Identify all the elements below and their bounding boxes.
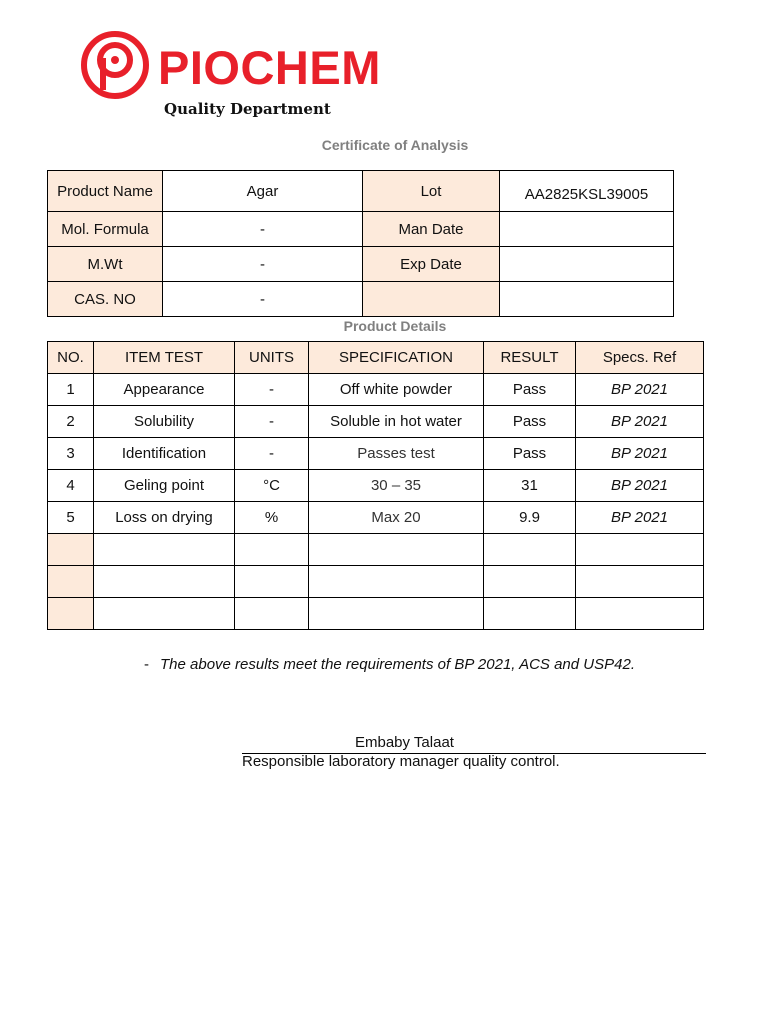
info-value — [500, 212, 674, 247]
department-title: Quality Department — [164, 100, 331, 118]
info-value — [500, 282, 674, 317]
cell-units: - — [235, 374, 309, 406]
empty-cell — [309, 598, 484, 630]
cell-test: Geling point — [94, 470, 235, 502]
empty-cell — [48, 598, 94, 630]
cell-result: Pass — [484, 438, 576, 470]
info-label: Mol. Formula — [48, 212, 163, 247]
empty-row — [48, 598, 704, 630]
table-row — [48, 502, 704, 534]
cell-result: 9.9 — [484, 502, 576, 534]
empty-row — [48, 534, 704, 566]
empty-cell — [235, 598, 309, 630]
cell-no: 5 — [48, 502, 94, 534]
empty-cell — [484, 566, 576, 598]
empty-cell — [235, 566, 309, 598]
table-row — [48, 374, 704, 406]
note-bullet: - — [144, 656, 149, 673]
info-value — [500, 247, 674, 282]
cell-units: - — [235, 406, 309, 438]
cell-ref: BP 2021 — [576, 406, 704, 438]
info-label — [363, 282, 500, 317]
info-label: Lot — [363, 171, 500, 212]
empty-cell — [309, 566, 484, 598]
cell-result: Pass — [484, 406, 576, 438]
cell-spec: Passes test — [309, 438, 484, 470]
table-row — [48, 470, 704, 502]
empty-cell — [576, 598, 704, 630]
cell-ref: BP 2021 — [576, 502, 704, 534]
empty-cell — [94, 534, 235, 566]
note-text: The above results meet the requirements of BP 2021, ACS and USP42. — [160, 656, 635, 673]
info-label: Product Name — [48, 171, 163, 212]
cell-test: Appearance — [94, 374, 235, 406]
cell-units: - — [235, 438, 309, 470]
cell-ref: BP 2021 — [576, 438, 704, 470]
cell-no: 3 — [48, 438, 94, 470]
cell-units: °C — [235, 470, 309, 502]
compliance-note — [144, 655, 635, 674]
empty-cell — [576, 566, 704, 598]
info-label: CAS. NO — [48, 282, 163, 317]
column-header: NO. — [48, 342, 94, 374]
column-header: Specs. Ref — [576, 342, 704, 374]
empty-cell — [48, 534, 94, 566]
info-value: - — [163, 282, 363, 317]
cell-result: Pass — [484, 374, 576, 406]
info-value: AA2825KSL39005 — [500, 171, 674, 212]
info-value: Agar — [163, 171, 363, 212]
table-row — [48, 438, 704, 470]
empty-cell — [576, 534, 704, 566]
info-label: Exp Date — [363, 247, 500, 282]
details-title: Product Details — [343, 318, 447, 334]
certificate-title: Certificate of Analysis — [321, 137, 469, 153]
product-details-table — [47, 341, 704, 630]
brand-name: PIOCHEM — [158, 41, 381, 94]
cell-no: 2 — [48, 406, 94, 438]
signer-role: Responsible laboratory manager quality control. — [242, 753, 560, 770]
empty-cell — [48, 566, 94, 598]
info-value: - — [163, 212, 363, 247]
cell-ref: BP 2021 — [576, 470, 704, 502]
column-header: UNITS — [235, 342, 309, 374]
column-header: SPECIFICATION — [309, 342, 484, 374]
cell-test: Solubility — [94, 406, 235, 438]
column-header: RESULT — [484, 342, 576, 374]
cell-spec: Soluble in hot water — [309, 406, 484, 438]
info-label: Man Date — [363, 212, 500, 247]
cell-test: Loss on drying — [94, 502, 235, 534]
cell-spec: 30 – 35 — [309, 470, 484, 502]
cell-spec: Max 20 — [309, 502, 484, 534]
info-value: - — [163, 247, 363, 282]
info-row — [48, 212, 674, 247]
empty-cell — [94, 566, 235, 598]
info-row — [48, 282, 674, 317]
cell-test: Identification — [94, 438, 235, 470]
cell-no: 1 — [48, 374, 94, 406]
details-header-row — [48, 342, 704, 374]
empty-row — [48, 566, 704, 598]
empty-cell — [94, 598, 235, 630]
empty-cell — [235, 534, 309, 566]
cell-units: % — [235, 502, 309, 534]
info-row — [48, 171, 674, 212]
signer-name: Embaby Talaat — [355, 734, 454, 751]
empty-cell — [484, 534, 576, 566]
info-label: M.Wt — [48, 247, 163, 282]
cell-ref: BP 2021 — [576, 374, 704, 406]
table-row — [48, 406, 704, 438]
product-info-table — [47, 170, 674, 317]
info-row — [48, 247, 674, 282]
piochem-p-logo-icon — [80, 30, 150, 100]
cell-spec: Off white powder — [309, 374, 484, 406]
column-header: ITEM TEST — [94, 342, 235, 374]
cell-result: 31 — [484, 470, 576, 502]
empty-cell — [484, 598, 576, 630]
cell-no: 4 — [48, 470, 94, 502]
empty-cell — [309, 534, 484, 566]
